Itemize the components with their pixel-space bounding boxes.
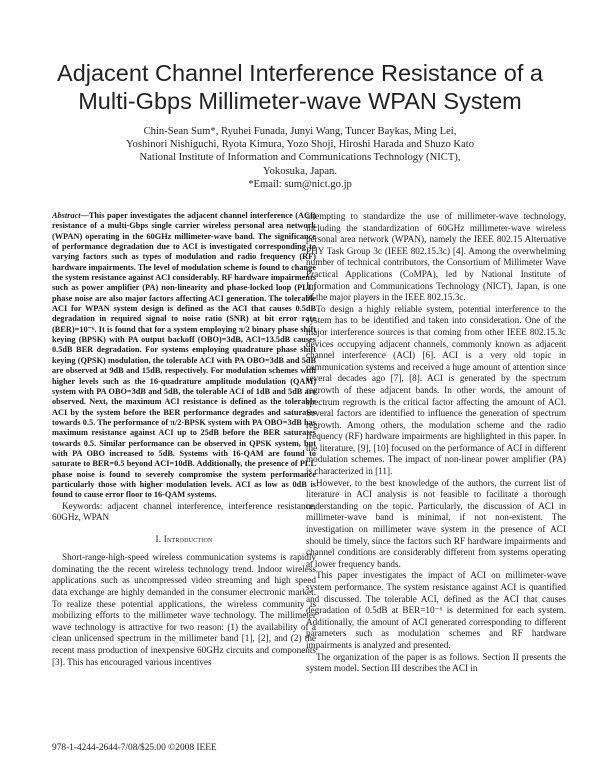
intro-paragraph-5: The organization of the paper is as follows. Section II presents the system model. Section III describes the ACI in [306,651,566,674]
paper-title [40,59,560,115]
keywords: Keywords: adjacent channel interference, interference resistance, 60GHz, WPAN [52,500,316,523]
intro-paragraph-3: However, to the best knowledge of the authors, the current list of literature in ACI analysis is not feasible to facilitate a thorough understanding on the topic. Particularly, the discussion of ACI in millimeter-wave band is minimal, if not non-existent. The investigation on millimeter wave system in the presence of ACI should be timely, since the factors such RF hardware impairments and channel conditions are considerably different from systems operating at lower frequency bands. [306,477,566,569]
intro-paragraph-1: Short-range-high-speed wireless communication systems is rapidly dominating the the recent wireless technology trend. Indoor wireless applications such as uncompressed video streaming and high speed data exchange are highly demanded in the consumer electronic market. To realize these potential applications, the wireless community is mobilizing efforts to the millimeter wave technology. The millimeter wave technology is attractive for two reason: (1) the availability of a clean unlicensed spectrum in the millimeter band [1], [2], and (2) the recent mass production of inexpensive 60GHz circuits and components [3]. This has encouraged various incentives [52,552,316,667]
title-line-1: Adjacent Channel Interference Resistance of a [57,60,543,86]
author-line-1: Chin-Sean Sum*, Ryuhei Funada, Junyi Wang, Tuncer Baykas, Ming Lei, [143,126,457,137]
section-title: Introduction [163,533,213,544]
author-line-2: Yoshinori Nishiguchi, Ryota Kimura, Yozo Shoji, Hiroshi Harada and Shuzo Kato [125,139,475,151]
intro-paragraph-2: To design a highly reliable system, potential interference to the system has to be identified and taken into consideration. One of the major interference sources is that coming from other IEEE 802.15.3c devices occupying adjacent channels, commonly known as adjacent channel interference (ACI) [6]. ACI is a very old topic in communication systems and received a huge amount of attention since several decades ago [7], [8]. ACI is generated by the spectrum regrowth of these adjacent bands. In other words, the amount of spectrum regrowth is the critical factor affecting the amount of ACI. Several factors are identified to influence the generation of spectrum regrowth. Among others, the modulation scheme and the radio frequency (RF) hardware impairments are highlighted in this paper. In the literature, [9], [10] focused on the performance of ACI in different modulation schemes. The impact of non-linear power amplifier (PA) is characterized in [11]. [306,303,566,477]
abstract [52,211,316,501]
left-column [52,211,316,668]
affiliation: National Institute of Information and Communications Technology (NICT), [139,152,461,164]
section-heading-introduction [52,534,316,546]
right-column [306,211,566,675]
email: *Email: sum@nict.go.jp [248,178,352,190]
abstract-text: —This paper investigates the adjacent channel interference (ACI) resistance of a multi-Gbps single carrier wireless personal area network (WPAN) operating in the 60GHz millimeter-wave band. The significance of performance degradation due to ACI is investigated corresponding to varying factors such as types of modulation and radio frequency (RF) hardware impairments. The level of modulation scheme is found to change the system resistance against ACI considerably. RF hardware impairments such as power amplifier (PA) non-linearity and phase-locked loop (PLL) phase noise are also major factors affecting ACI generation. The tolerable ACI for WPAN system design is defined as the ACI that causes 0.5dB degradation in required signal to noise ratio (SNR) at bit error rate (BER)=10⁻⁶. It is found that for a system employing π/2 binary phase shift keying (BPSK) with PA output backoff (OBO)=3dB, ACI=13.5dB causes 0.5dB BER degradation. For systems employing quadrature phase shift keying (QPSK) modulation, the tolerable ACI with PA OBO=3dB and 5dB are observed at 9dB and 15dB, respectively. For modulation schemes with higher levels such as the 16-quadrature amplitude modulation (QAM) system with PA OBO=3dB and 5dB, the tolerable ACI of 1dB and 5dB are observed. Next, the maximum ACI resistance is defined as the tolerable ACI by the system before the BER performance degrades and saturates towards 0.5. The performance of π/2-BPSK system with PA OBO=3dB has maximum resistance against ACI up to 25dB before the BER saturates towards 0.5. Similar performance can be observed in QPSK system, but with PA OBO increased to 5dB. Systems with 16-QAM are found to saturate to BER=0.5 beyond ACI=10dB. Additionally, the presence of PLL phase noise is found to severely compromise the system performance particularly those with higher modulation levels. ACI as low as 0dB is found to cause error floor to 16-QAM systems. [52,211,316,500]
section-numeral: I. [155,533,162,544]
intro-paragraph-4: This paper investigates the impact of ACI on millimeter-wave system performance. The system resistance against ACI is quantified and discussed. The tolerable ACI, defined as the ACI that causes degradation of 0.5dB at BER=10⁻⁶ is determined for each system. Additionally, the amount of ACI generated corresponding to different parameters such as modulation schemes and RF hardware impairments is analyzed and presented. [306,570,566,650]
title-line-2: Multi-Gbps Millimeter-wave WPAN System [78,88,522,114]
copyright-footer: 978-1-4244-2644-7/08/$25.00 ©2008 IEEE [52,743,217,753]
intro-paragraph-1-continued: attempting to standardize the use of millimeter-wave technology, including the standardization of 60GHz millimeter-wave wireless personal area network (WPAN), namely the IEEE 802.15 Alternative PHY Task Group 3c (IEEE 802.15.3c) [4]. Among the overwhelming number of technical contributors, the Consortium of Millimeter Wave Practical Applications (CoMPA), led by National Institute of Information and Communications Technology (NICT), Japan, is one of the major players in the IEEE 802.15.3c. [306,211,566,303]
location: Yokosuka, Japan. [263,165,337,177]
abstract-lead: Abstract [52,211,81,220]
author-block [60,125,540,191]
